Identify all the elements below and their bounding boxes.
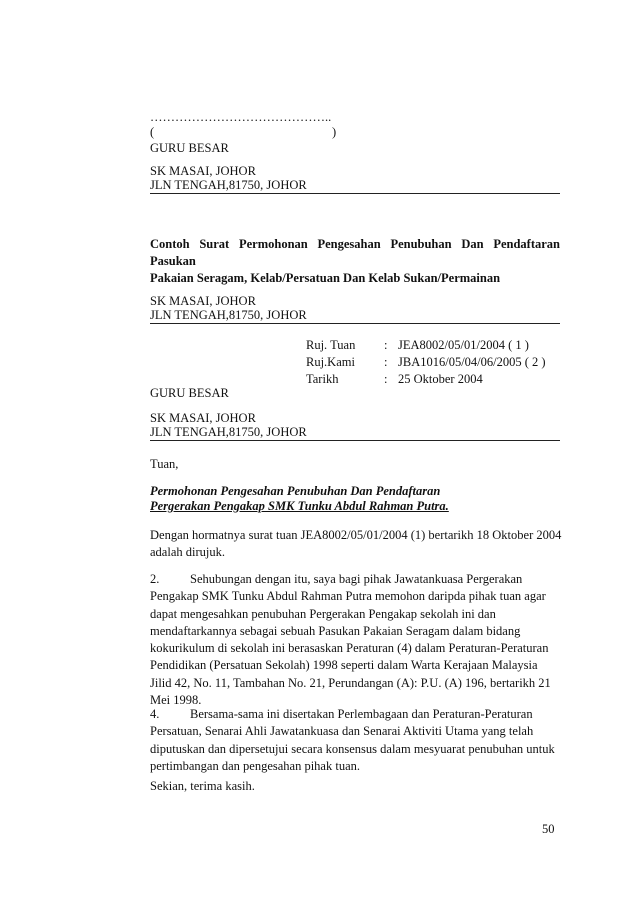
- divider-rule-1: [150, 193, 560, 194]
- paren-close: ): [332, 125, 337, 139]
- ref-label-tarikh: Tarikh: [306, 372, 339, 386]
- sender-address-line-1: SK MASAI, JOHOR: [150, 164, 256, 178]
- ref-value-ruj-tuan: JEA8002/05/01/2004 ( 1 ): [398, 338, 529, 352]
- salutation: Tuan,: [150, 457, 179, 471]
- recipient-address-line-1: SK MASAI, JOHOR: [150, 411, 256, 425]
- ref-sep: :: [384, 372, 388, 386]
- example-heading: [150, 236, 560, 287]
- paragraph-4: [150, 706, 562, 775]
- ref-label-ruj-kami: Ruj.Kami: [306, 355, 355, 369]
- divider-rule-3: [150, 440, 560, 441]
- sender-address-line-2: JLN TENGAH,81750, JOHOR: [150, 178, 307, 192]
- paragraph-2: [150, 571, 562, 709]
- ref-value-ruj-kami: JBA1016/05/04/06/2005 ( 2 ): [398, 355, 546, 369]
- recipient-address-line-2: JLN TENGAH,81750, JOHOR: [150, 425, 307, 439]
- page-number: 50: [542, 822, 555, 836]
- paren-open: (: [150, 125, 155, 139]
- subject-line-2: Pergerakan Pengakap SMK Tunku Abdul Rahman Putra.: [150, 499, 449, 513]
- subject-line-1: Permohonan Pengesahan Penubuhan Dan Pendaftaran: [150, 484, 441, 498]
- signature-name-line: ……………………………………..: [150, 110, 332, 124]
- paragraph-2-number: 2.: [150, 572, 160, 586]
- paragraph-2-text: Sehubungan dengan itu, saya bagi pihak Jawatankuasa Pergerakan Pengakap SMK Tunku Abdul Rahman Putra memohon daripda pihak tuan agar dapat mengesahkan penubuhan Pergerakan Pengakap sekolah ini dan mendaftarkannya sebagai sebuah Pasukan Pakaian Seragam dalam bidang kokurikulum di sekolah ini berasaskan Peraturan (4) dalam Peraturan-Peraturan Pendidikan (Persatuan Sekolah) 1998 seperti dalam Warta Kerajaan Malaysia Jilid 42, No. 11, Tambahan No. 21, Perundangan (A): P.U. (A) 196, bertarikh 21 Mei 1998.: [150, 572, 551, 708]
- closing: Sekian, terima kasih.: [150, 779, 255, 793]
- recipient-title: GURU BESAR: [150, 386, 229, 400]
- paragraph-1: Dengan hormatnya surat tuan JEA8002/05/01/2004 (1) bertarikh 18 Oktober 2004 adalah dirujuk.: [150, 528, 562, 560]
- ref-label-ruj-tuan: Ruj. Tuan: [306, 338, 356, 352]
- letterhead-address-line-1: SK MASAI, JOHOR: [150, 294, 256, 308]
- heading-line-1: Contoh Surat Permohonan Pengesahan Penubuhan Dan Pendaftaran Pasukan: [150, 237, 560, 268]
- letterhead-address-line-2: JLN TENGAH,81750, JOHOR: [150, 308, 307, 322]
- paragraph-4-text: Bersama-sama ini disertakan Perlembagaan dan Peraturan-Peraturan Persatuan, Senarai Ahli Jawatankuasa dan Senarai Aktiviti Utama yang telah diputuskan dan dipersetujui secara konsensus dalam mesyuarat penubuhan untuk pertimbangan dan pengesahan pihak tuan.: [150, 707, 555, 773]
- ref-sep: :: [384, 355, 388, 369]
- sender-title: GURU BESAR: [150, 141, 229, 155]
- paragraph-4-number: 4.: [150, 707, 160, 721]
- ref-sep: :: [384, 338, 388, 352]
- heading-line-2: Pakaian Seragam, Kelab/Persatuan Dan Kelab Sukan/Permainan: [150, 271, 501, 285]
- ref-value-tarikh: 25 Oktober 2004: [398, 372, 483, 386]
- divider-rule-2: [150, 323, 560, 324]
